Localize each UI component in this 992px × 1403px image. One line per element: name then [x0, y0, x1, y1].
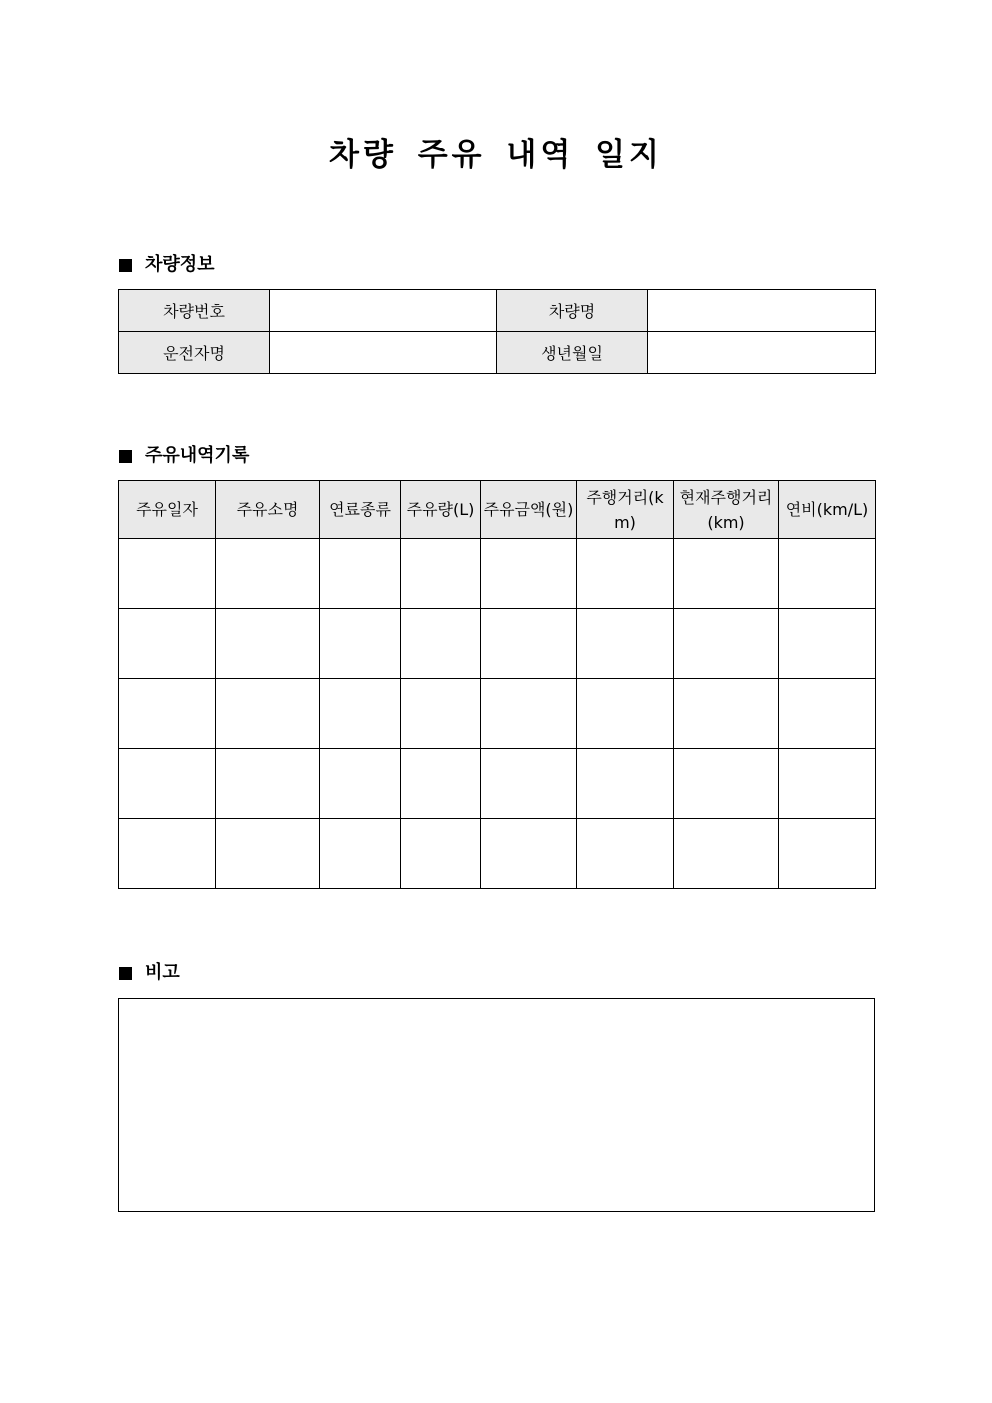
log-cell-fuel-type[interactable]: [320, 749, 401, 819]
fuel-log-table: [118, 480, 876, 889]
log-cell-station-name[interactable]: [216, 819, 320, 889]
vehicle-info-table: [118, 289, 876, 374]
log-cell-station-name[interactable]: [216, 609, 320, 679]
log-cell-station-name[interactable]: [216, 679, 320, 749]
table-row: [119, 609, 876, 679]
log-cell-fuel-type[interactable]: [320, 609, 401, 679]
vehicle-name-label: 차량명: [497, 290, 648, 332]
log-cell-fuel-date[interactable]: [119, 679, 216, 749]
log-cell-odometer[interactable]: [674, 609, 779, 679]
table-row: [119, 332, 876, 374]
log-cell-fuel-date[interactable]: [119, 819, 216, 889]
table-header-row: [119, 481, 876, 539]
vehicle-name-field[interactable]: [648, 290, 876, 332]
log-cell-fuel-amount[interactable]: [401, 819, 481, 889]
log-cell-fuel-efficiency[interactable]: [779, 679, 876, 749]
log-cell-fuel-amount[interactable]: [401, 609, 481, 679]
section-heading-label: 차량정보: [145, 254, 215, 275]
column-header-fuel-amount: 주유량(L): [401, 481, 481, 539]
table-row: [119, 749, 876, 819]
column-header-fuel-type: 연료종류: [320, 481, 401, 539]
birth-date-field[interactable]: [648, 332, 876, 374]
log-cell-station-name[interactable]: [216, 749, 320, 819]
log-cell-station-name[interactable]: [216, 539, 320, 609]
log-cell-fuel-cost[interactable]: [481, 749, 577, 819]
column-header-fuel-efficiency: 연비(km/L): [779, 481, 876, 539]
log-cell-fuel-efficiency[interactable]: [779, 609, 876, 679]
table-row: [119, 290, 876, 332]
log-cell-fuel-type[interactable]: [320, 679, 401, 749]
driver-name-label: 운전자명: [119, 332, 270, 374]
column-header-station-name: 주유소명: [216, 481, 320, 539]
log-cell-fuel-type[interactable]: [320, 539, 401, 609]
log-cell-fuel-efficiency[interactable]: [779, 749, 876, 819]
log-cell-fuel-amount[interactable]: [401, 539, 481, 609]
log-cell-odometer[interactable]: [674, 679, 779, 749]
log-cell-fuel-efficiency[interactable]: [779, 819, 876, 889]
fuel-log-body: [119, 539, 876, 889]
log-cell-fuel-cost[interactable]: [481, 819, 577, 889]
column-header-odometer: 현재주행거리(km): [674, 481, 779, 539]
log-cell-fuel-cost[interactable]: [481, 679, 577, 749]
birth-date-label: 생년월일: [497, 332, 648, 374]
log-cell-trip-distance[interactable]: [577, 679, 674, 749]
log-cell-fuel-amount[interactable]: [401, 679, 481, 749]
table-row: [119, 539, 876, 609]
log-cell-odometer[interactable]: [674, 539, 779, 609]
log-cell-fuel-amount[interactable]: [401, 749, 481, 819]
log-cell-fuel-date[interactable]: [119, 749, 216, 819]
vehicle-number-field[interactable]: [270, 290, 497, 332]
black-square-icon: [119, 967, 132, 980]
log-cell-fuel-type[interactable]: [320, 819, 401, 889]
section-heading-vehicle-info: [119, 253, 215, 277]
column-header-fuel-date: 주유일자: [119, 481, 216, 539]
black-square-icon: [119, 450, 132, 463]
vehicle-number-label: 차량번호: [119, 290, 270, 332]
log-cell-fuel-date[interactable]: [119, 539, 216, 609]
log-cell-fuel-cost[interactable]: [481, 609, 577, 679]
black-square-icon: [119, 259, 132, 272]
table-row: [119, 819, 876, 889]
section-heading-remarks: [119, 961, 180, 985]
log-cell-fuel-date[interactable]: [119, 609, 216, 679]
log-cell-trip-distance[interactable]: [577, 749, 674, 819]
section-heading-label: 주유내역기록: [145, 445, 250, 466]
section-heading-fuel-log: [119, 444, 249, 468]
driver-name-field[interactable]: [270, 332, 497, 374]
log-cell-fuel-cost[interactable]: [481, 539, 577, 609]
log-cell-odometer[interactable]: [674, 749, 779, 819]
table-row: [119, 679, 876, 749]
log-cell-odometer[interactable]: [674, 819, 779, 889]
log-cell-trip-distance[interactable]: [577, 609, 674, 679]
section-heading-label: 비고: [145, 962, 180, 983]
log-cell-fuel-efficiency[interactable]: [779, 539, 876, 609]
remarks-field[interactable]: [118, 998, 875, 1212]
log-cell-trip-distance[interactable]: [577, 819, 674, 889]
document-title: 차량 주유 내역 일지: [329, 137, 663, 173]
column-header-fuel-cost: 주유금액(원): [481, 481, 577, 539]
log-cell-trip-distance[interactable]: [577, 539, 674, 609]
column-header-trip-distance: 주행거리(km): [577, 481, 674, 539]
